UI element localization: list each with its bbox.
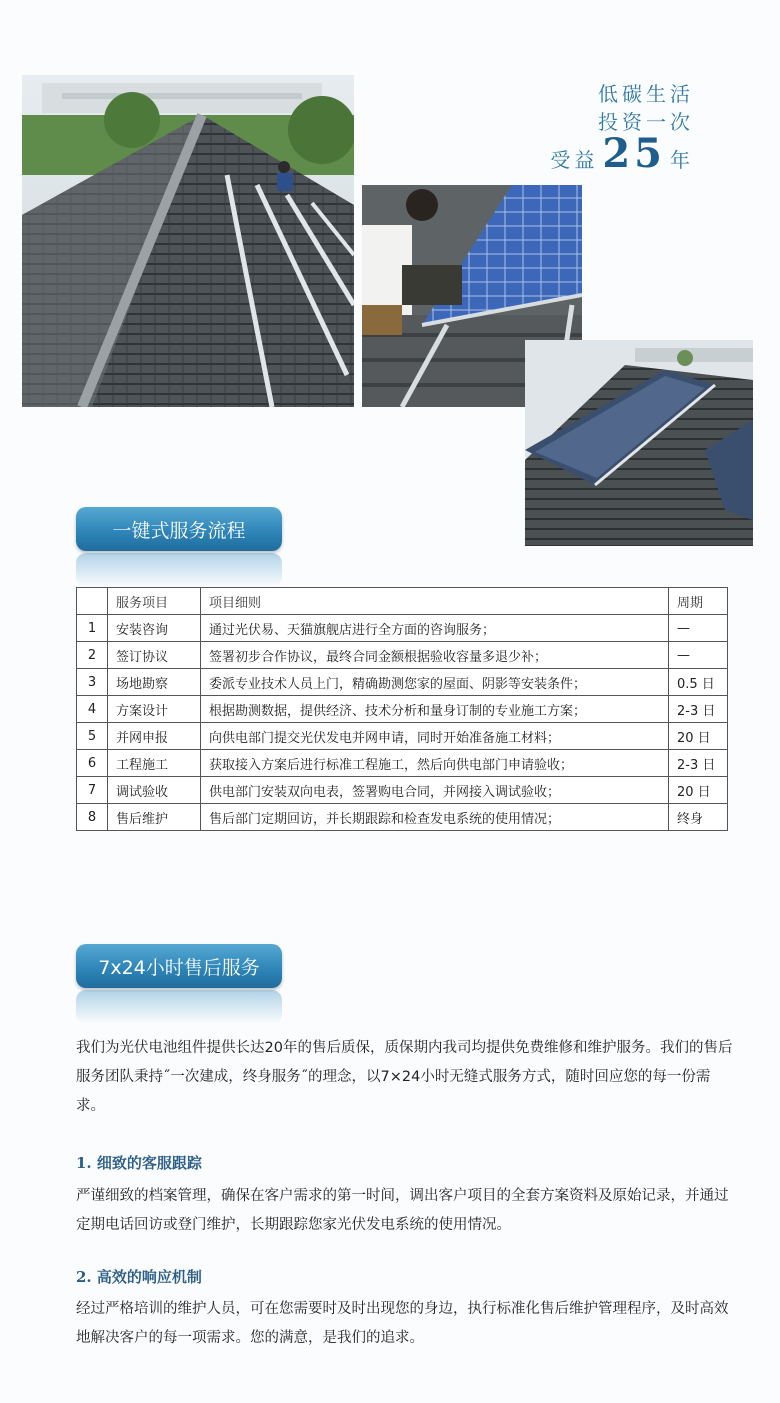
point-1-text: 严谨细致的档案管理，确保在客户需求的第一时间，调出客户项目的全套方案资料及原始记录，并通过定期电话回访或登门维护，长期跟踪您家光伏发电系统的使用情况。 [76,1188,729,1233]
slogan-line-2: 投资一次 [598,110,694,134]
point-2-title: 2. 高效的响应机制 [76,1268,202,1286]
row-detail: 根据勘测数据，提供经济、技术分析和量身订制的专业施工方案； [201,696,669,723]
row-detail: 售后部门定期回访，并长期跟踪和检查发电系统的使用情况； [201,804,669,831]
rooftop-rails-photo [22,75,354,407]
row-cycle: — [669,615,728,642]
row-item: 工程施工 [108,750,201,777]
header-detail: 项目细则 [201,588,669,615]
slogan-line-1: 低碳生活 [598,82,694,106]
row-item: 签订协议 [108,642,201,669]
point-1-title: 1. 细致的客服跟踪 [76,1154,202,1172]
point-2-text: 经过严格培训的维护人员，可在您需要时及时出现您的身边，执行标准化售后维护管理程序，及时高效地解决客户的每一项需求。您的满意，是我们的追求。 [76,1301,729,1346]
after-sales-title: 7x24小时售后服务 [76,944,282,988]
table-row [77,669,728,696]
row-no: 1 [77,615,108,642]
header-cycle: 周期 [669,588,728,615]
row-cycle: 2-3 日 [669,696,728,723]
slogan [550,80,694,177]
row-cycle: 终身 [669,804,728,831]
service-process-table [76,587,728,831]
table-row [77,750,728,777]
header-item: 服务项目 [108,588,201,615]
title-reflection [76,553,282,587]
table-row [77,696,728,723]
row-cycle: 2-3 日 [669,750,728,777]
table-row [77,723,728,750]
row-no: 7 [77,777,108,804]
row-no: 5 [77,723,108,750]
row-detail: 通过光伏易、天猫旗舰店进行全方面的咨询服务； [201,615,669,642]
row-cycle: 0.5 日 [669,669,728,696]
row-detail: 获取接入方案后进行标准工程施工，然后向供电部门申请验收； [201,750,669,777]
slogan-prefix: 受益 [550,148,599,172]
row-no: 6 [77,750,108,777]
row-cycle: — [669,642,728,669]
row-detail: 签署初步合作协议，最终合同金额根据验收容量多退少补； [201,642,669,669]
row-no: 4 [77,696,108,723]
row-cycle: 20 日 [669,723,728,750]
row-detail: 向供电部门提交光伏发电并网申请，同时开始准备施工材料； [201,723,669,750]
row-item: 调试验收 [108,777,201,804]
row-item: 售后维护 [108,804,201,831]
table-header-row [77,588,728,615]
service-process-title: 一键式服务流程 [76,507,282,551]
row-item: 并网申报 [108,723,201,750]
row-cycle: 20 日 [669,777,728,804]
installed-panels-photo [525,340,753,546]
row-no: 3 [77,669,108,696]
header-no [77,588,108,615]
row-item: 方案设计 [108,696,201,723]
row-item: 安装咨询 [108,615,201,642]
row-detail: 供电部门安装双向电表，签署购电合同，并网接入调试验收； [201,777,669,804]
slogan-suffix: 年 [670,148,694,172]
after-sales-intro: 我们为光伏电池组件提供长达20年的售后质保，质保期内我司均提供免费维修和维护服务。我们的售后服务团队秉持˝一次建成，终身服务˝的理念，以7×24小时无缝式服务方式，随时回应您的每一份需求。 [76,1040,733,1114]
slogan-line-3 [550,130,694,177]
row-no: 8 [77,804,108,831]
row-item: 场地勘察 [108,669,201,696]
slogan-years: 25 [602,130,666,177]
table-row [77,615,728,642]
row-no: 2 [77,642,108,669]
row-detail: 委派专业技术人员上门，精确勘测您家的屋面、阴影等安装条件； [201,669,669,696]
table-row [77,804,728,831]
table-row [77,777,728,804]
table-row [77,642,728,669]
title-reflection [76,990,282,1024]
